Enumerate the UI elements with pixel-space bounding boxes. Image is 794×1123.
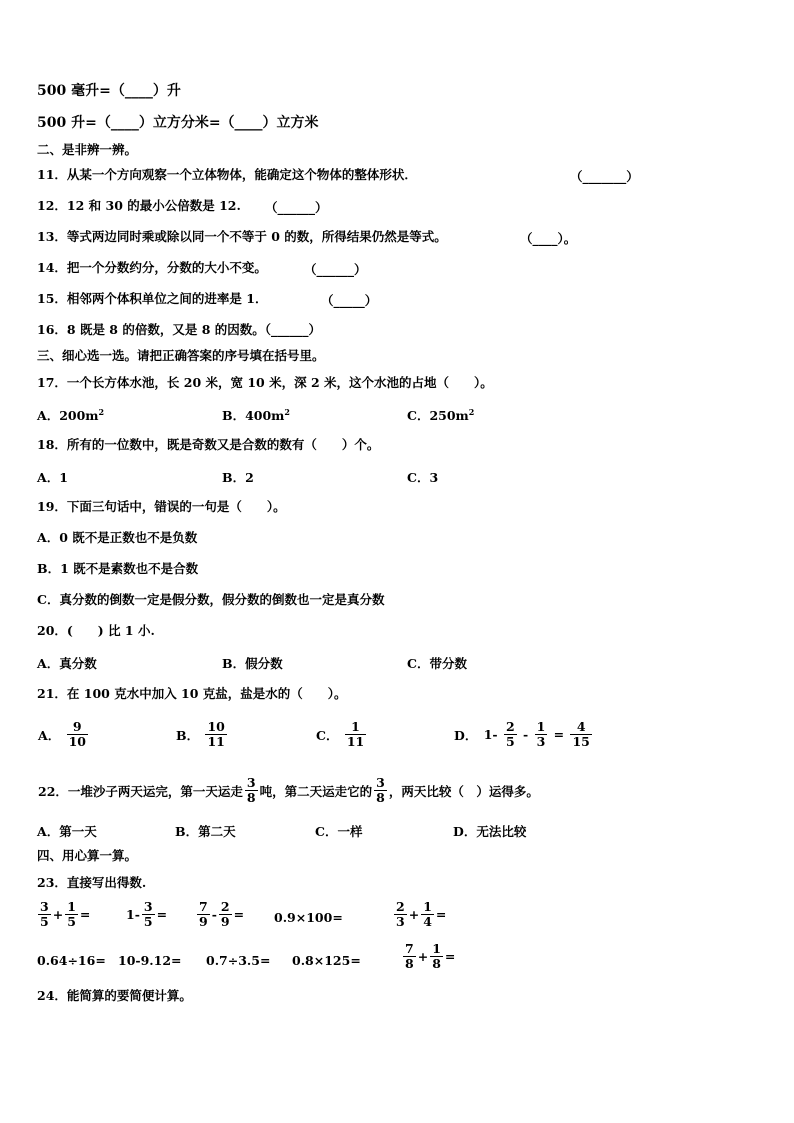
option-21-a[interactable]: A． $\frac{9}{10}$	[38, 719, 86, 749]
question-23: 23．直接写出得数.	[37, 875, 147, 890]
question-24: 24．能简算的要简便计算。	[37, 988, 192, 1003]
fraction-1-3: $\frac{1}{3}$	[536, 719, 546, 749]
option-22-a[interactable]: A．第一天	[37, 824, 97, 839]
question-16: 16．8 既是 8 的倍数，又是 8 的因数。（______）	[37, 322, 321, 337]
answer-blank-15[interactable]: （_____）	[321, 293, 378, 308]
section-title-choice: 三、细心选一选。请把正确答案的序号填在括号里。	[37, 348, 325, 363]
option-21-c[interactable]: C． $\frac{1}{11}$	[316, 719, 365, 749]
option-18-b[interactable]: B．2	[222, 470, 254, 485]
question-19: 19．下面三句话中，错误的一句是（ ）。	[37, 499, 286, 514]
option-18-c[interactable]: C．3	[407, 470, 439, 485]
option-22-d[interactable]: D．无法比较	[453, 824, 527, 839]
fraction-1-11: $\frac{1}{11}$	[346, 719, 365, 749]
fraction-9-10: $\frac{9}{10}$	[68, 719, 86, 749]
option-19-a[interactable]: A．0 既不是正数也不是负数	[37, 530, 198, 545]
fraction-2-5: $\frac{2}{5}$	[505, 719, 515, 749]
expr-064: 0.64÷16=	[37, 953, 106, 968]
option-19-c[interactable]: C．真分数的倒数一定是假分数，假分数的倒数也一定是真分数	[37, 592, 385, 607]
option-22-c[interactable]: C．一样	[315, 824, 363, 839]
expr-07d35: 0.7÷3.5=	[206, 953, 271, 968]
answer-blank-12[interactable]: （______）	[265, 200, 328, 215]
option-20-a[interactable]: A．真分数	[37, 656, 97, 671]
expr-7-9-minus-2-9: $\frac{7}{9}$ - $\frac{2}{9}$ =	[199, 899, 245, 929]
fraction-10-11: $\frac{10}{11}$	[207, 719, 225, 749]
option-17-a[interactable]: A．$200m^2$	[37, 406, 105, 423]
question-12: 12．12 和 30 的最小公倍数是 12.	[37, 198, 241, 213]
unit-line-2: 500 升=（____）立方分米=（____）立方米	[37, 115, 319, 131]
option-20-c[interactable]: C．带分数	[407, 656, 467, 671]
section-title-calc: 四、用心算一算。	[37, 848, 138, 863]
expr-2-3-plus-1-4: $\frac{2}{3}$ + $\frac{1}{4}$ =	[396, 899, 447, 929]
fraction-4-15: $\frac{4}{15}$	[572, 719, 590, 749]
option-19-b[interactable]: B．1 既不是素数也不是合数	[37, 561, 199, 576]
answer-blank-13[interactable]: （____）。	[520, 231, 577, 246]
fraction-3-8-part: $\frac{3}{8}$	[376, 775, 385, 805]
expr-08x125: 0.8×125=	[292, 953, 361, 968]
question-15: 15．相邻两个体积单位之间的进率是 1．	[37, 291, 268, 306]
fraction-3-8-tons: $\frac{3}{8}$	[246, 775, 256, 805]
expr-1-minus-3-5: 1- $\frac{3}{5}$ =	[126, 899, 168, 929]
question-17: 17．一个长方体水池，长 20 米，宽 10 米，深 2 米，这个水池的占地（ ）。	[37, 375, 493, 390]
question-14: 14．把一个分数约分，分数的大小不变。	[37, 260, 267, 275]
expr-7-8-plus-1-8: $\frac{7}{8}$ + $\frac{1}{8}$ =	[405, 941, 456, 971]
section-title-judge: 二、是非辨一辨。	[37, 142, 138, 157]
option-21-d[interactable]: D． 1- $\frac{2}{5}$ - $\frac{1}{3}$ = $\frac{4}{15}$	[454, 719, 590, 749]
expr-10m912: 10-9.12=	[118, 953, 182, 968]
option-17-c[interactable]: C．$250m^2$	[407, 406, 475, 423]
question-21: 21．在 100 克水中加入 10 克盐，盐是水的（ ）。	[37, 686, 347, 701]
expr-3-5-plus-1-5: $\frac{3}{5}$ + $\frac{1}{5}$ =	[40, 899, 91, 929]
option-18-a[interactable]: A．1	[37, 470, 68, 485]
question-22: 22．一堆沙子两天运完，第一天运走 $\frac{3}{8}$ 吨，第二天运走它的 $\frac{3}{8}$ ，两天比较（ ）运得多。	[38, 775, 539, 805]
question-20: 20．( ) 比 1 小.	[37, 623, 155, 638]
option-21-b[interactable]: B． $\frac{10}{11}$	[176, 719, 225, 749]
option-20-b[interactable]: B．假分数	[222, 656, 283, 671]
question-11: 11．从某一个方向观察一个立体物体，能确定这个物体的整体形状．	[37, 167, 417, 182]
answer-blank-14[interactable]: （______）	[304, 262, 367, 277]
expr-09x100: 0.9×100=	[274, 910, 343, 925]
question-18: 18．所有的一位数中，既是奇数又是合数的数有（ ）个。	[37, 437, 380, 452]
option-22-b[interactable]: B．第二天	[175, 824, 236, 839]
answer-blank-11[interactable]: （_______）	[570, 169, 639, 184]
option-17-b[interactable]: B．$400m^2$	[222, 406, 290, 423]
question-13: 13．等式两边同时乘或除以同一个不等于 0 的数，所得结果仍然是等式。	[37, 229, 447, 244]
unit-line-1: 500 毫升=（____）升	[37, 83, 181, 99]
